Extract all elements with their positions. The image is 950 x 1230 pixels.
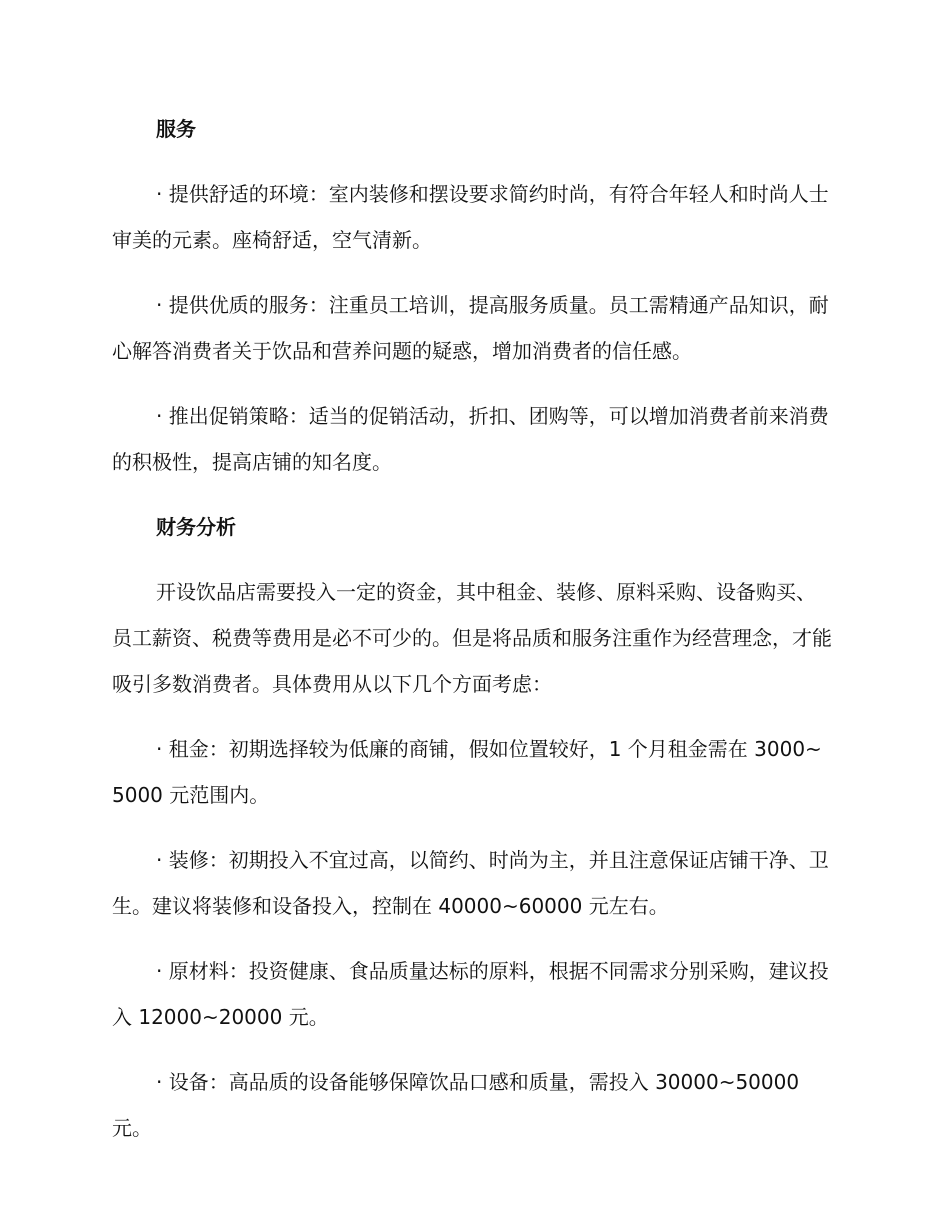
finance-item-rent: · 租金：初期选择较为低廉的商铺，假如位置较好，1 个月租金需在 3000~5000 元范围内。: [112, 737, 822, 807]
service-item-environment: · 提供舒适的环境：室内装修和摆设要求简约时尚，有符合年轻人和时尚人士审美的元素。座椅舒适，空气清新。: [112, 182, 829, 252]
service-item-quality-service: · 提供优质的服务：注重员工培训，提高服务质量。员工需精通产品知识，耐心解答消费者关于饮品和营养问题的疑惑，增加消费者的信任感。: [112, 293, 829, 363]
finance-item-decoration: · 装修：初期投入不宜过高，以简约、时尚为主，并且注意保证店铺干净、卫生。建议将装修和设备投入，控制在 40000~60000 元左右。: [112, 848, 829, 918]
document-content: [112, 106, 832, 1151]
section-heading-service: 服务: [156, 117, 196, 141]
finance-intro-paragraph: 开设饮品店需要投入一定的资金，其中租金、装修、原料采购、设备购买、员工薪资、税费等费用是必不可少的。但是将品质和服务注重作为经营理念，才能吸引多数消费者。具体费用从以下几个方面考虑：: [112, 580, 832, 696]
section-heading-finance: 财务分析: [156, 515, 236, 539]
finance-item-materials: · 原材料：投资健康、食品质量达标的原料，根据不同需求分别采购，建议投入 12000~20000 元。: [112, 959, 829, 1029]
service-item-promotion: · 推出促销策略：适当的促销活动，折扣、团购等，可以增加消费者前来消费的积极性，提高店铺的知名度。: [112, 404, 829, 474]
finance-item-equipment: · 设备：高品质的设备能够保障饮品口感和质量，需投入 30000~50000 元。: [112, 1070, 800, 1140]
